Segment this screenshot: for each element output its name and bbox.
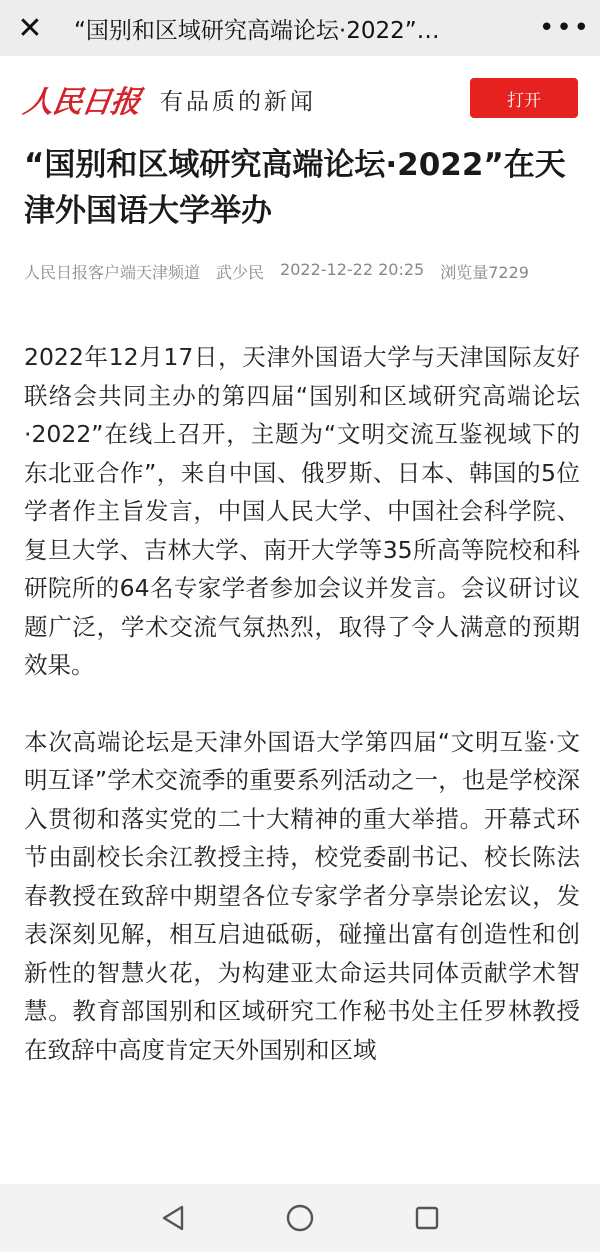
top-bar [0, 0, 600, 56]
close-icon[interactable]: ✕ [17, 10, 43, 46]
system-nav-bar [0, 1184, 600, 1252]
article-headline: “国别和区域研究高端论坛·2022”在天津外国语大学举办 [24, 147, 566, 229]
recents-square-icon[interactable] [407, 1198, 447, 1238]
brand-logo: 人民日报 [21, 85, 142, 120]
article-author: 武少民 [216, 263, 265, 282]
more-icon[interactable]: ••• [538, 13, 591, 43]
article-paragraph: 2022年12月17日，天津外国语大学与天津国际友好联络会共同主办的第四届“国别和区域研究高端论坛·2022”在线上召开，主题为“文明交流互鉴视域下的东北亚合作”，来自中国、俄罗斯、日本、韩国的5位学者作主旨发言，中国人民大学、中国社会科学院、复旦大学、吉林大学、南开大学等35所高等院校和科研院所的64名专家学者参加会议并发言。会议研讨议题广泛，学术交流气氛热烈，取得了令人满意的预期效果。 [24, 343, 580, 679]
article-meta [24, 260, 584, 283]
article-source[interactable]: 人民日报客户端天津频道 [24, 263, 201, 282]
article-datetime: 2022-12-22 20:25 [280, 260, 425, 279]
article-body [24, 338, 580, 1107]
article-views: 浏览量7229 [440, 263, 529, 282]
article-paragraph: 本次高端论坛是天津外国语大学第四届“文明互鉴·文明互译”学术交流季的重要系列活动之一，也是学校深入贯彻和落实党的二十大精神的重大举措。开幕式环节由副校长余江教授主持，校党委副书记、校长陈法春教授在致辞中期望各位专家学者分享崇论宏议，发表深刻见解，相互启迪砥砺，碰撞出富有创造性和创新性的智慧火花，为构建亚太命运共同体贡献学术智慧。教育部国别和区域研究工作秘书处主任罗林教授在致辞中高度肯定天外国别和区域 [24, 727, 580, 1064]
home-circle-icon[interactable] [280, 1198, 320, 1238]
brand-bar [0, 62, 600, 136]
page-title: “国别和区域研究高端论坛·2022”… [74, 17, 440, 44]
open-app-button[interactable]: 打开 [470, 78, 578, 118]
back-triangle-icon[interactable] [153, 1198, 193, 1238]
brand-slogan: 有品质的新闻 [160, 88, 316, 115]
